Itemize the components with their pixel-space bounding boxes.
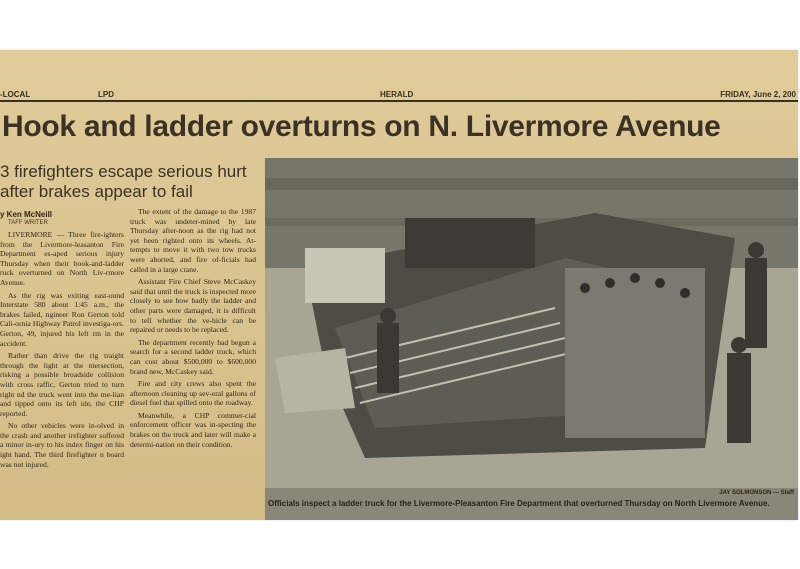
headline: Hook and ladder overturns on N. Livermore Avenue: [2, 110, 721, 143]
article-paragraph: No other vehicles were in-olved in the crash and another irefighter suffered a minor in-ury to his index finger on his ight hand. The third firefighter n board was not injured.: [0, 421, 124, 469]
overturned-truck-photo: [265, 158, 798, 488]
paper-name: HERALD: [380, 90, 414, 99]
byline-role: TAFF WRITER: [8, 220, 48, 226]
article-paragraph: Fire and city crews also spent the afternoon cleaning up sev-eral gallons of diesel fuel that spilled onto the roadway.: [130, 379, 256, 408]
article-paragraph: The department recently had begun a search for a second ladder truck, which can cost about $500,000 to $600,000 brand new, McCaskey said.: [130, 337, 256, 376]
photo-credit: JAY SOLMONSON — Staff: [719, 490, 794, 496]
section-code: LPD: [98, 90, 114, 99]
article-paragraph: LIVERMORE — Three fire-ighters from the Livermore-leasanton Fire Department es-aped serious injury Thursday when their hook-and-ladder ruck overturned on North Liv-rmore Avenue.: [0, 230, 124, 287]
article-paragraph: Assistant Fire Chief Steve McCaskey said that until the truck is inspected more closely to see how badly the ladder and other parts were damaged, it is difficult to tell whether the ve-hicle can be repaired or needs to be replaced.: [130, 277, 256, 335]
subhead: 3 firefighters escape serious hurt after brakes appear to fail: [0, 162, 247, 201]
folio-rule: [0, 100, 798, 102]
issue-date: FRIDAY, June 2, 200: [720, 90, 796, 99]
article-paragraph: As the rig was exiting east-ound Interstate 580 about 1:45 a.m., the brakes failed, ngineer Ron Gerton told Cali-ornia Highway Patrol investiga-ors. Gerton, 49, injured his left rm in the accident.: [0, 290, 124, 348]
article-paragraph: Meanwhile, a CHP commer-cial enforcement officer was in-specting the brakes on the truck and later will make a determi-nation on their condition.: [130, 410, 256, 449]
section-label: -LOCAL: [0, 90, 31, 99]
news-photo: [265, 158, 798, 520]
article-column-2: [130, 207, 256, 520]
newspaper-clipping: [0, 50, 798, 520]
article-paragraph: The extent of the damage to the 1987 truck was undeter-mined by late Thursday after-noon as the rig had not yet been righted onto its wheels. At-tempts to move it with two tow trucks were aborted, and fire of-ficials had called in a large crane.: [130, 207, 256, 274]
byline: y Ken McNeill: [0, 210, 53, 219]
article-column-1: [0, 230, 124, 520]
photo-caption: Officials inspect a ladder truck for the Livermore-Pleasanton Fire Department that overturned Thursday on North Livermore Avenue.: [268, 499, 770, 508]
article-paragraph: Rather than drive the rig traight through the light at the ntersection, risking a possible broadside collision with cross raffic, Gerton tried to turn right nd the truck went into the me-lian and tipped onto its left ide, the CHP reported.: [0, 351, 124, 418]
